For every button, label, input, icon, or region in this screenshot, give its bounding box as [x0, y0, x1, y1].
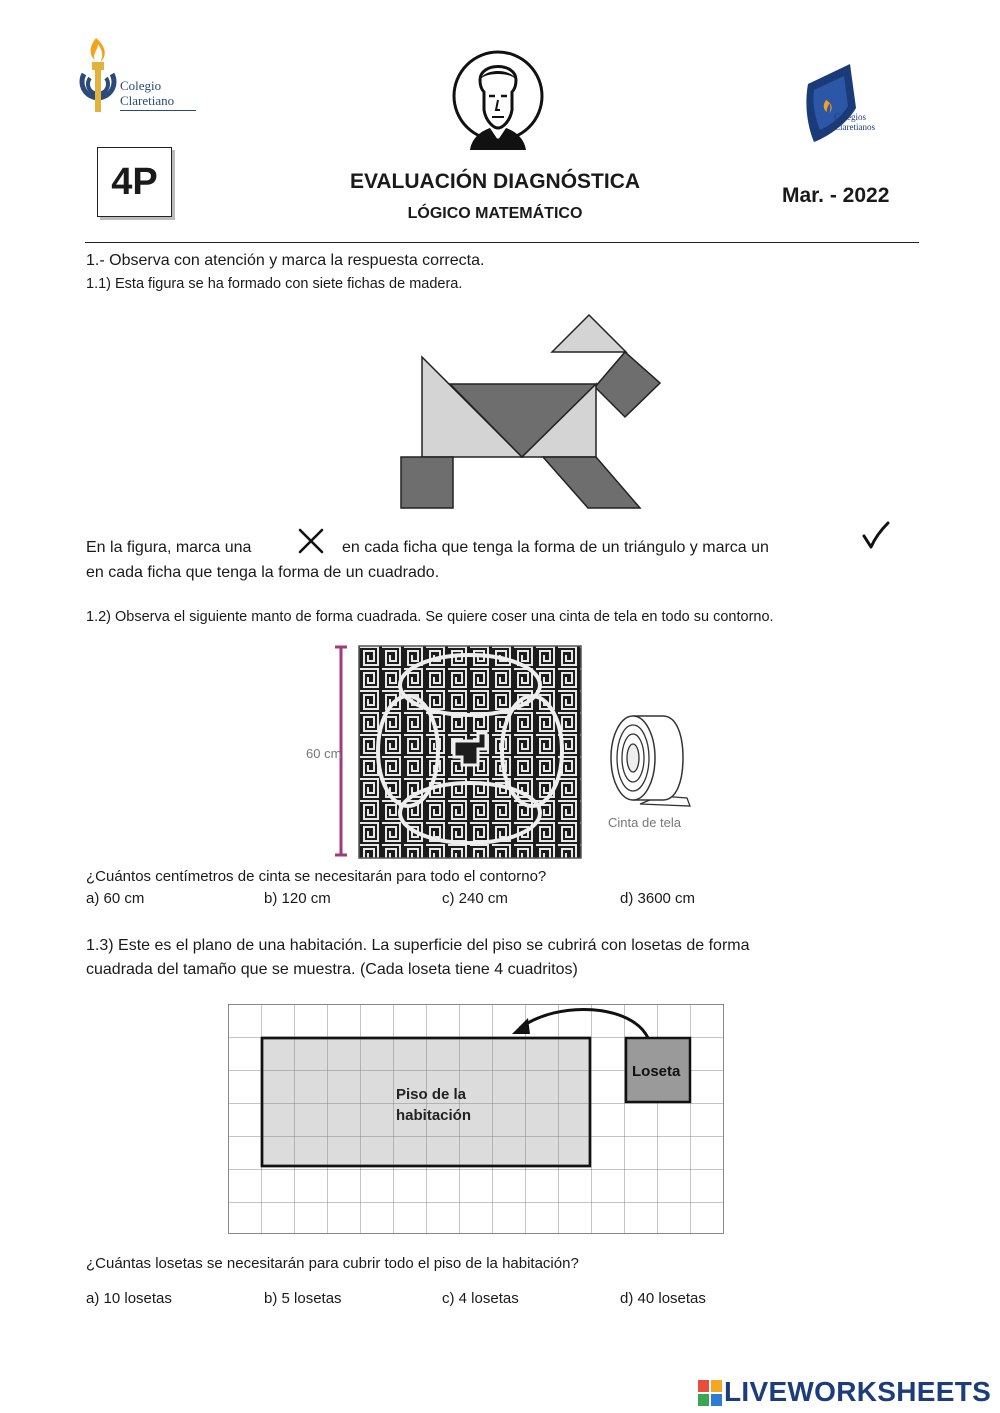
school-logo-left [78, 34, 208, 119]
q1-3-question: ¿Cuántas losetas se necesitarán para cubrir todo el piso de la habitación? [86, 1255, 579, 1272]
q1-2-text: 1.2) Observa el siguiente manto de forma cuadrada. Se quiere coser una cinta de tela en todo su contorno. [86, 609, 774, 625]
school-logo-right [800, 62, 890, 147]
page-subtitle: LÓGICO MATEMÁTICO [407, 205, 583, 222]
logo-right-line1: Colegios [834, 112, 867, 122]
cross-mark-icon[interactable] [297, 527, 325, 560]
instruction-part2: en cada ficha que tenga la forma de un triángulo y marca un [342, 539, 769, 556]
q1-3-option-a[interactable]: a) 10 losetas [86, 1290, 172, 1307]
q1-3-option-d[interactable]: d) 40 losetas [620, 1290, 706, 1307]
q1-2-option-a[interactable]: a) 60 cm [86, 890, 145, 907]
q1-2-option-b[interactable]: b) 120 cm [264, 890, 331, 907]
tangram-piece-head[interactable] [595, 352, 660, 417]
footer-brand: LIVEWORKSHEETS [724, 1376, 992, 1407]
logo-left-line1: Colegio [120, 78, 162, 93]
tangram-piece-front-leg[interactable] [401, 457, 453, 508]
instruction-line2: en cada ficha que tenga la forma de un cuadrado. [86, 564, 440, 581]
q1-2-question: ¿Cuántos centímetros de cinta se necesitarán para todo el contorno? [86, 868, 547, 885]
liveworksheets-logo-icon [698, 1380, 722, 1411]
check-mark-icon[interactable] [860, 520, 892, 557]
tangram-figure [380, 310, 670, 520]
grade-box: 4P [97, 147, 172, 217]
tangram-piece-back-leg[interactable] [543, 457, 640, 508]
exam-date: Mar. - 2022 [782, 184, 890, 207]
floor-label: Piso de la habitación [396, 1086, 472, 1124]
tangram-piece-ear[interactable] [552, 315, 626, 352]
instruction-part1: En la figura, marca una [86, 539, 252, 556]
tile-label: Loseta [632, 1063, 681, 1080]
fabric-tape-image [605, 712, 695, 817]
saint-portrait [450, 50, 546, 155]
logo-right-line2: Claretianos [834, 122, 875, 132]
measure-label: 60 cm [306, 746, 342, 761]
header-divider [85, 242, 919, 243]
q1-heading: 1.- Observa con atención y marca la respuesta correcta. [86, 252, 485, 269]
q1-3-text-line2: cuadrada del tamaño que se muestra. (Cada loseta tiene 4 cuadritos) [86, 961, 578, 978]
logo-left-line2: Claretiano [120, 93, 175, 108]
q1-3-text-line1: 1.3) Este es el plano de una habitación. La superficie del piso se cubrirá con losetas de forma [86, 937, 750, 954]
room-floor-plan [228, 1004, 726, 1241]
q1-3-option-c[interactable]: c) 4 losetas [442, 1290, 519, 1307]
page-title: EVALUACIÓN DIAGNÓSTICA [349, 170, 641, 193]
torch-icon [78, 34, 118, 116]
q1-1-text: 1.1) Esta figura se ha formado con siete fichas de madera. [86, 276, 463, 292]
q1-2-option-c[interactable]: c) 240 cm [442, 890, 508, 907]
square-mantle-image [358, 645, 582, 864]
q1-3-option-b[interactable]: b) 5 losetas [264, 1290, 342, 1307]
q1-2-option-d[interactable]: d) 3600 cm [620, 890, 696, 907]
tape-label: Cinta de tela [608, 815, 681, 830]
